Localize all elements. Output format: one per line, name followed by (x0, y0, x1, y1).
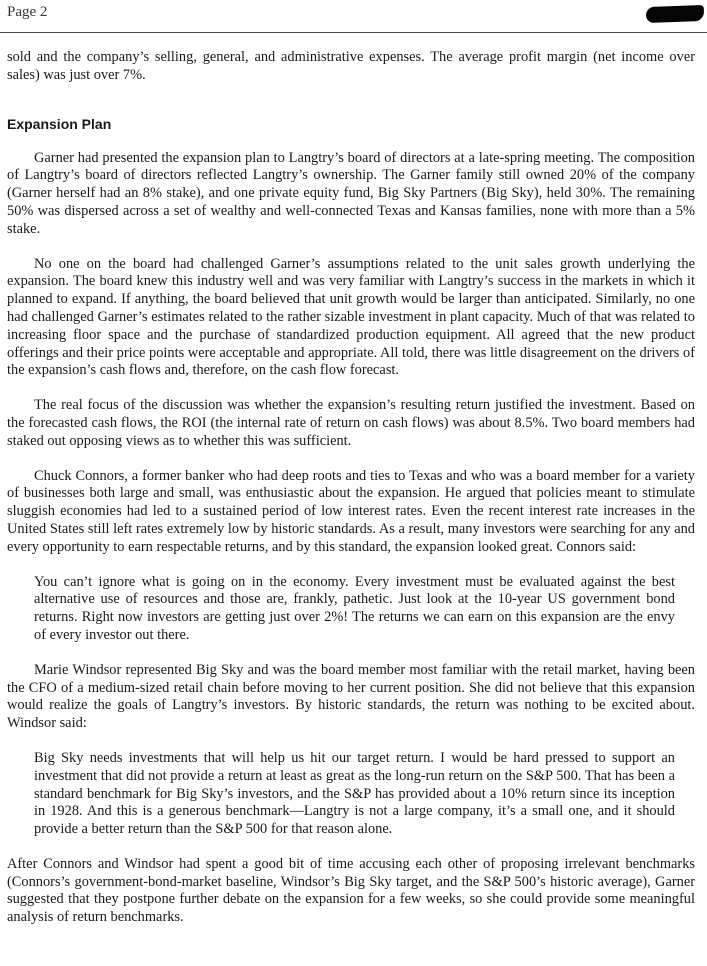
paragraph-conclusion: After Connors and Windsor had spent a good bit of time accusing each other of proposing irrelevant benchmarks (Connors’s government-bond-market baseline, Windsor’s Big Sky target, and the S&P 500’s historic average), Garner suggested that they postpone further debate on the expansion for a few weeks, so she could provide some meaningful analysis of return benchmarks. (7, 855, 695, 926)
section-heading: Expansion Plan (7, 115, 112, 132)
document-body (7, 49, 695, 944)
opening-paragraph: sold and the company’s selling, general, and administrative expenses. The average profit margin (net income over sales) was just over 7%. (7, 49, 695, 83)
paragraph-assumptions: No one on the board had challenged Garner’s assumptions related to the unit sales growth underlying the expansion. The board knew this industry well and was very familiar with Langtry’s success in the markets in which it planned to expand. If anything, the board believed that unit growth would be larger than anticipated. Similarly, no one had challenged Garner’s estimates related to the rather sizable investment in plant capacity. Much of that was related to increasing floor space and the purchase of standardized production equipment. All agreed that the new product offerings and their price points were acceptable and appropriate. All told, there was little disagreement on the drivers of the expansion’s cash flows and, therefore, on the cash flow forecast. (7, 255, 695, 379)
page-number: Page 2 (7, 4, 48, 20)
header-divider (0, 32, 707, 33)
page-header (0, 0, 707, 33)
redaction-mark (646, 5, 705, 23)
quote-windsor: Big Sky needs investments that will help us hit our target return. I would be hard pressed to support an investment that did not provide a return at least as great as the long-run return on the S&P 500. That has been a standard benchmark for Big Sky’s investors, and the S&P has provided about a 10% return since its inception in 1928. And this is a generous benchmark—Langtry is not a large company, it’s a small one, and it should provide a better return than the S&P 500 for that reason alone. (34, 749, 675, 838)
paragraph-connors: Chuck Connors, a former banker who had deep roots and ties to Texas and who was a board member for a variety of businesses both large and small, was enthusiastic about the expansion. He argued that policies meant to stimulate sluggish economies had led to a sustained period of low interest rates. Even the recent interest rate increases in the United States still left rates extremely low by historic standards. As a result, many investors were searching for any and every opportunity to earn respectable returns, and by this standard, the expansion looked great. Connors said: (7, 467, 695, 555)
paragraph-windsor: Marie Windsor represented Big Sky and was the board member most familiar with the retail market, having been the CFO of a medium-sized retail chain before moving to her current position. She did not believe that this expansion would realize the goals of Langtry’s investors. By historic standards, the return was nothing to be excited about. Windsor said: (7, 661, 695, 732)
paragraph-roi-focus: The real focus of the discussion was whether the expansion’s resulting return justified the investment. Based on the forecasted cash flows, the ROI (the internal rate of return on cash flows) was about 8.5%. Two board members had staked out opposing views as to whether this was sufficient. (7, 397, 695, 449)
quote-connors: You can’t ignore what is going on in the economy. Every investment must be evaluated against the best alternative use of resources and those are, frankly, pathetic. Just look at the 10-year US government bond returns. Right now investors are getting just over 2%! The returns we can earn on this expansion are the envy of every investor out there. (34, 573, 675, 643)
paragraph-board-composition: Garner had presented the expansion plan to Langtry’s board of directors at a late-spring meeting. The composition of Langtry’s board of directors reflected Langtry’s ownership. The Garner family still owned 20% of the company (Garner herself had an 8% stake), and one private equity fund, Big Sky Partners (Big Sky), held 30%. The remaining 50% was dispersed across a set of wealthy and well-connected Texas and Kansas families, none with more than a 5% stake. (7, 149, 695, 237)
